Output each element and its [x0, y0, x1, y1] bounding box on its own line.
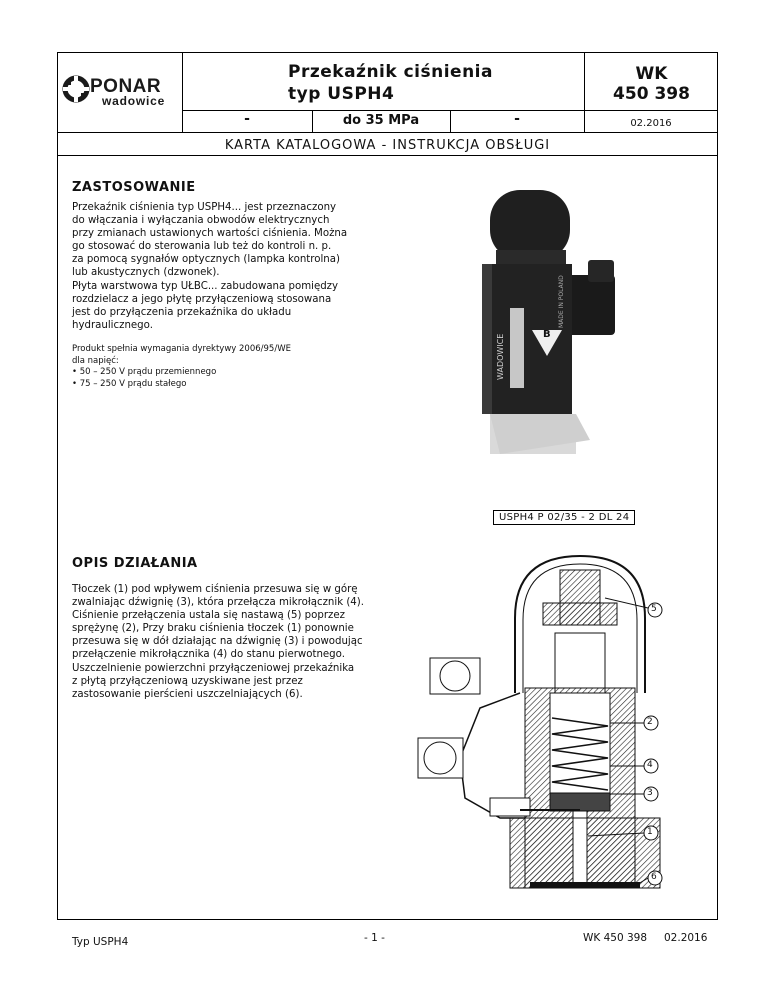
dash-right: - [514, 111, 520, 127]
header-bottom-line [57, 132, 718, 133]
photo-label-wadowice: WADOWICE [496, 333, 505, 380]
product-photo [470, 180, 630, 460]
footer-left: Typ USPH4 [72, 936, 129, 948]
section-heading-opis: OPIS DZIAŁANIA [72, 556, 198, 571]
cross-section-drawing [410, 548, 680, 903]
ponar-logo [60, 74, 180, 110]
zastosowanie-line: za pomocą sygnałów optycznych (lampka kontrolna) [72, 254, 340, 266]
opis-line: zwalniając dźwignię (3), która przełącza mikrołącznik (4). [72, 597, 365, 609]
opis-line: Uszczelnienie powierzchni przyłączeniowej przekaźnika [72, 662, 355, 674]
product-photo-drawing [470, 180, 630, 460]
compliance-note [72, 344, 362, 390]
callout-5: 5 [651, 604, 657, 614]
zastosowanie-line: jest do przyłączenia przekaźnika do układu [72, 306, 292, 318]
subtitle: KARTA KATALOGOWA - INSTRUKCJA OBSŁUGI [224, 138, 551, 153]
photo-caption: USPH4 P 02/35 - 2 DL 24 [493, 510, 635, 525]
doc-code-line1: WK [635, 64, 668, 84]
logo-sub: wadowice [102, 94, 166, 108]
note-line: • 50 – 250 V prądu przemiennego [72, 367, 217, 377]
opis-line: sprężynę (2), Przy braku ciśnienia tłoczek (1) ponownie [72, 623, 354, 635]
zastosowanie-line: lub akustycznych (dzwonek). [72, 267, 220, 279]
opis-line: Ciśnienie przełączenia ustala się nastawą (5) poprzez [72, 610, 345, 622]
photo-label-b: B [543, 329, 551, 340]
zastosowanie-text [72, 201, 358, 332]
subtitle-bottom-line [57, 155, 718, 156]
callout-6: 6 [651, 872, 657, 882]
opis-text [72, 583, 368, 701]
opis-line: przesuwa się w dół działając na dźwignię (3) i powodując [72, 636, 363, 648]
zastosowanie-line: do włączania i wyłączania obwodów elektrycznych [72, 215, 330, 227]
document-title-line2: typ USPH4 [288, 84, 395, 104]
zastosowanie-line: Płyta warstwowa typ UŁBC... zabudowana pomiędzy [72, 280, 339, 292]
cross-section-svg [410, 548, 680, 903]
dash-left: - [244, 111, 250, 127]
zastosowanie-line: hydraulicznego. [72, 319, 153, 331]
callout-4: 4 [647, 760, 653, 770]
zastosowanie-line: rozdzielacz a jego płytę przyłączeniową stosowana [72, 293, 332, 305]
opis-line: przełączenie mikrołącznika (4) do stanu pierwotnego. [72, 649, 345, 661]
doc-code-line2: 450 398 [613, 84, 690, 104]
zastosowanie-line: przy zmianach ustawionych wartości ciśnienia. Można [72, 228, 348, 240]
zastosowanie-line: go stosować do sterowania lub też do kontroli n. p. [72, 241, 332, 253]
document-title-line1: Przekaźnik ciśnienia [288, 62, 493, 82]
zastosowanie-line: Przekaźnik ciśnienia typ USPH4... jest przeznaczony [72, 202, 337, 213]
footer-code: WK 450 398 [583, 932, 648, 944]
callout-2: 2 [647, 717, 653, 727]
photo-label-made: MADE IN POLAND [558, 275, 565, 328]
opis-line: z płytą przyłączeniową uzyskiwane jest przez [72, 675, 303, 687]
section-heading-zastosowanie: ZASTOSOWANIE [72, 180, 196, 195]
opis-line: zastosowanie pierścieni uszczelniających (6). [72, 688, 303, 700]
callout-1: 1 [647, 827, 653, 837]
opis-line: Tłoczek (1) pod wpływem ciśnienia przesuwa się w górę [72, 584, 358, 595]
logo-brand: PONAR [90, 76, 162, 97]
callout-3: 3 [647, 788, 653, 798]
pressure-value: do 35 MPa [342, 113, 420, 128]
footer-page-number: - 1 - [364, 932, 385, 944]
footer-date: 02.2016 [664, 932, 708, 944]
note-line: • 75 – 250 V prądu stałego [72, 378, 187, 389]
note-line: dla napięć: [72, 355, 119, 366]
doc-date: 02.2016 [630, 118, 672, 129]
note-line: Produkt spełnia wymagania dyrektywy 2006/95/WE [72, 344, 291, 354]
